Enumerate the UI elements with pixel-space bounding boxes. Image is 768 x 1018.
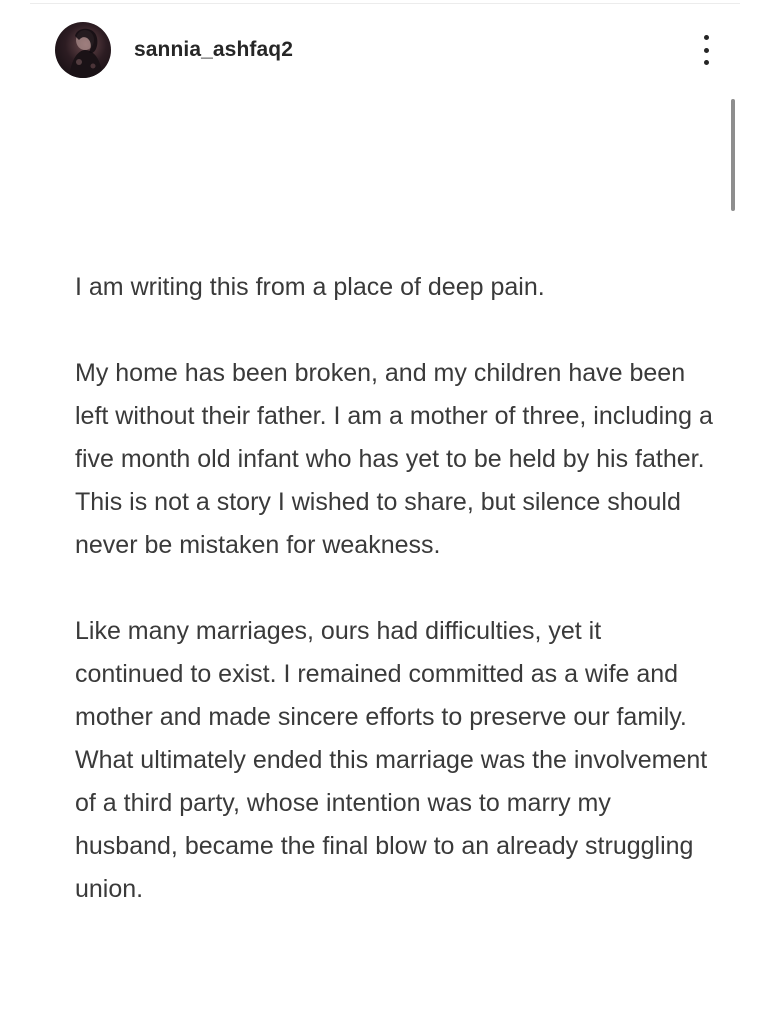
avatar[interactable] [55, 22, 111, 78]
post-caption [75, 266, 715, 911]
caption-paragraph: Like many marriages, ours had difficulties, yet it continued to exist. I remained committed as a wife and mother and made sincere efforts to preserve our family. What ultimately ended this marriage was the involvement of a third party, whose intention was to marry my husband, became the final blow to an already struggling union. [75, 617, 708, 903]
scrollbar-thumb[interactable] [731, 99, 735, 211]
username[interactable]: sannia_ashfaq2 [134, 38, 293, 61]
vertical-ellipsis-icon [704, 48, 709, 53]
post-header [55, 21, 720, 79]
vertical-ellipsis-icon [704, 35, 709, 40]
top-divider [30, 3, 740, 4]
profile-photo-icon [55, 22, 111, 78]
caption-paragraph: I am writing this from a place of deep pain. [75, 273, 545, 301]
vertical-ellipsis-icon [704, 60, 709, 65]
more-options-button[interactable] [692, 35, 720, 65]
caption-paragraph: My home has been broken, and my children have been left without their father. I am a mother of three, including a five month old infant who has yet to be held by his father. This is not a story I wished to share, but silence should never be mistaken for weakness. [75, 359, 713, 559]
